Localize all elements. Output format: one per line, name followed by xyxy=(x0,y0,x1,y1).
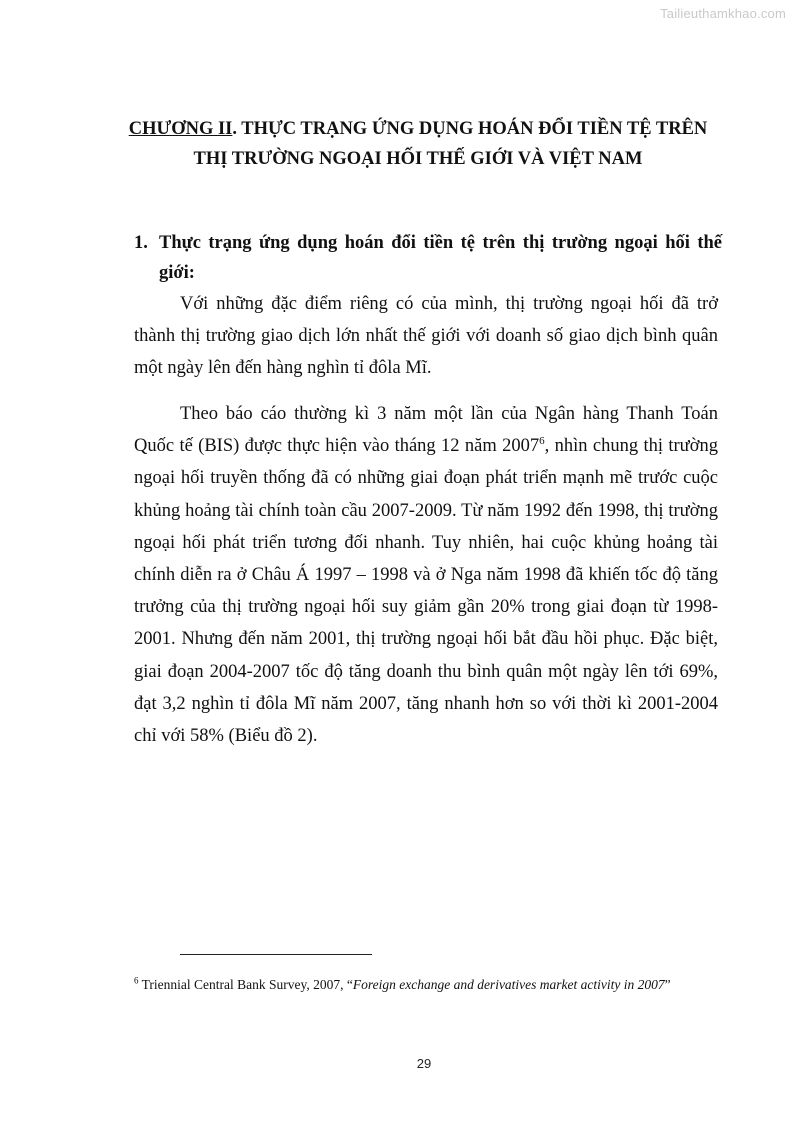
footnote-number: 6 xyxy=(134,975,139,986)
section-number: 1. xyxy=(134,233,148,253)
footnote-source-title: Foreign exchange and derivatives market activity in 2007 xyxy=(352,977,665,992)
section-heading xyxy=(134,228,722,288)
page-number: 29 xyxy=(416,1056,432,1071)
chapter-title xyxy=(118,114,718,174)
chapter-label: CHƯƠNG II xyxy=(128,119,233,139)
footnote-suffix: ” xyxy=(664,977,671,992)
section-title: Thực trạng ứng dụng hoán đổi tiền tệ trên thị trường ngoại hối thế giới: xyxy=(159,233,722,283)
footnote-separator xyxy=(180,954,372,955)
body-paragraph-1: Với những đặc điểm riêng có của mình, thị trường ngoại hối đã trở thành thị trường giao dịch lớn nhất thế giới với doanh số giao dịch bình quân một ngày lên đến hàng nghìn tỉ đôla Mĩ. xyxy=(134,294,718,379)
paragraph-2-text-start: Theo báo cáo thường kì 3 năm một lần của Ngân hàng Thanh Toán Quốc tế (BIS) được thực hiện vào tháng 12 năm 2007 xyxy=(134,404,718,457)
footnote-prefix: Triennial Central Bank Survey, 2007, “ xyxy=(138,977,353,992)
body-paragraph-2 xyxy=(134,398,718,752)
footnote xyxy=(134,976,734,994)
paragraph-2-text-end: , nhìn chung thị trường ngoại hối truyền thống đã có những giai đoạn phát triển mạnh mẽ trước cuộc khủng hoảng tài chính toàn cầu 2007-2009. Từ năm 1992 đến 1998, thị trường ngoại hối phát triển tương đối nhanh. Tuy nhiên, hai cuộc khủng hoảng tài chính diễn ra ở Châu Á 1997 – 1998 và ở Nga năm 1998 đã khiến tốc độ tăng trưởng của thị trường ngoại hối suy giảm gần 20% trong giai đoạn từ 1998-2001. Nhưng đến năm 2001, thị trường ngoại hối bắt đầu hồi phục. Đặc biệt, giai đoạn 2004-2007 tốc độ tăng doanh thu bình quân một ngày lên tới 69%, đạt 3,2 nghìn tỉ đôla Mĩ năm 2007, tăng nhanh hơn so với thời kì 2001-2004 chỉ với 58% (Biểu đồ 2). xyxy=(134,436,718,747)
footnote-reference[interactable]: 6 xyxy=(539,435,545,448)
watermark-text: Tailieuthamkhao.com xyxy=(660,6,786,21)
chapter-title-text: . THỰC TRẠNG ỨNG DỤNG HOÁN ĐỔI TIỀN TỆ TRÊN THỊ TRƯỜNG NGOẠI HỐI THẾ GIỚI VÀ VIỆT NAM xyxy=(193,119,708,169)
